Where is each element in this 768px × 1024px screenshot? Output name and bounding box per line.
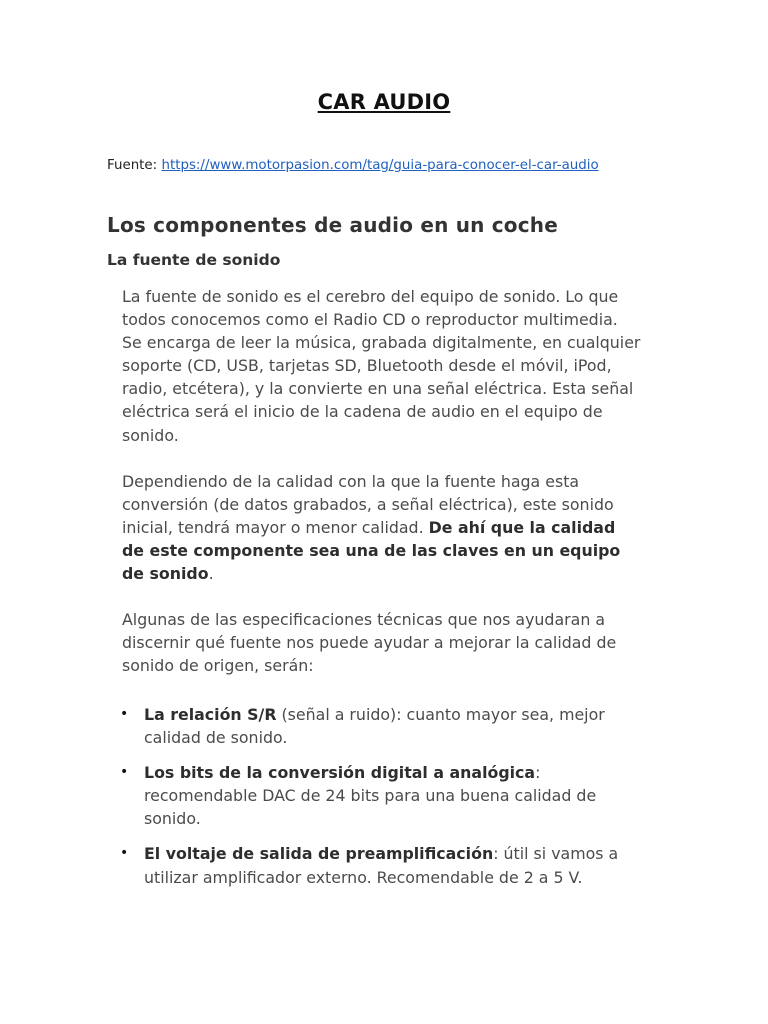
source-label: Fuente: <box>107 158 158 173</box>
bullet-icon: • <box>120 845 129 862</box>
list-item-text: : recomendable DAC de 24 bits para una buena calidad de sonido. <box>144 763 597 829</box>
subsection-heading: La fuente de sonido <box>107 251 281 269</box>
section-heading: Los componentes de audio en un coche <box>107 213 558 237</box>
document-title: CAR AUDIO <box>317 90 451 114</box>
list-item <box>120 761 640 830</box>
list-item-text: : útil si vamos a utilizar amplificador externo. Recomendable de 2 a 5 V. <box>144 844 619 887</box>
paragraph-1: La fuente de sonido es el cerebro del equipo de sonido. Lo que todos conocemos como el Radio CD o reproductor multimedia. Se encarga de leer la música, grabada digitalmente, en cualquier soporte (CD, USB, tarjetas SD, Bluetooth desde el móvil, iPod, radio, etcétera), y la convierte en una señal eléctrica. Esta señal eléctrica será el inicio de la cadena de audio en el equipo de sonido. <box>122 287 641 445</box>
paragraph-2-text: Dependiendo de la calidad con la que la fuente haga esta conversión (de datos grabados, a señal eléctrica), este sonido inicial, tendrá mayor o menor calidad. <box>122 471 614 537</box>
source-link[interactable]: https://www.motorpasion.com/tag/guia-para-conocer-el-car-audio <box>161 158 599 173</box>
paragraph-2-end: . <box>208 564 214 584</box>
bullet-icon: • <box>120 706 129 722</box>
paragraph-3: Algunas de las especificaciones técnicas que nos ayudaran a discernir qué fuente nos puede ayudar a mejorar la calidad de sonido de origen, serán: <box>122 610 617 676</box>
list-item <box>120 703 640 749</box>
list-item-bold: La relación S/R <box>144 705 277 724</box>
body-text <box>122 285 642 677</box>
paragraph-2 <box>122 470 642 585</box>
paragraph-2-bold: De ahí que la calidad de este componente sea una de las claves en un equipo de sonido <box>122 517 621 584</box>
list-item <box>120 842 640 888</box>
bullet-icon: • <box>120 764 129 781</box>
spec-list <box>120 703 640 901</box>
list-item-bold: El voltaje de salida de preamplificación <box>144 844 494 864</box>
list-item-bold: Los bits de la conversión digital a analógica <box>144 763 536 783</box>
source-line <box>107 158 599 173</box>
list-item-text: (señal a ruido): cuanto mayor sea, mejor calidad de sonido. <box>144 705 605 748</box>
